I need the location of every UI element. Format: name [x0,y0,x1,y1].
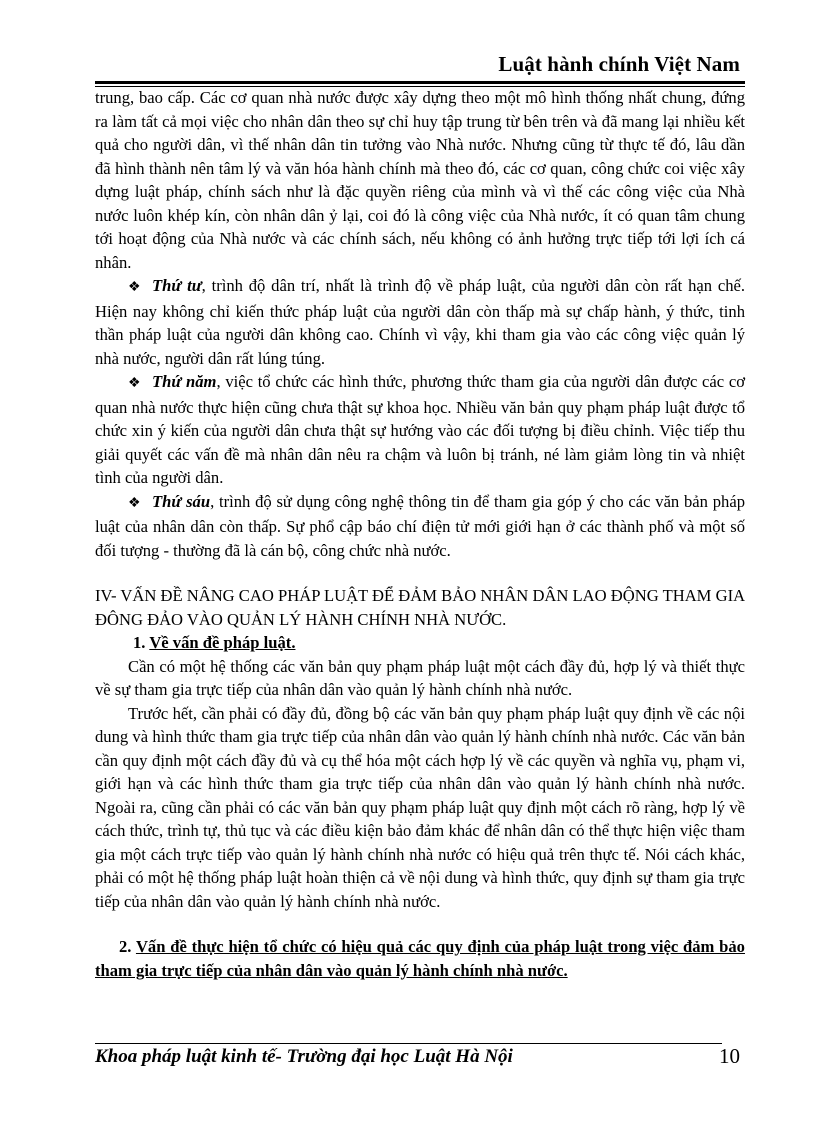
diamond-bullet-icon: ❖ [128,280,141,295]
spacer [95,913,745,935]
diamond-bullet-icon: ❖ [128,495,141,511]
bullet-paragraph-4 [95,274,745,370]
paragraph: Cần có một hệ thống các văn bản quy phạm pháp luật một cách đầy đủ, hợp lý và thiết thực về sự tham gia trực tiếp của nhân dân vào quản lý hành chính nhà nước. [95,656,745,699]
bullet-label: Thứ năm [152,372,217,391]
paragraph: trung, bao cấp. Các cơ quan nhà nước được xây dựng theo một mô hình thống nhất chung, đứng ra làm tất cả mọi việc cho nhân dân theo sự chỉ huy tập trung từ bên trên và đã mang lại nhiều kết quả cho người dân, vì thế nhân dân tin tưởng vào Nhà nước. Nhưng cũng từ thực tế đó, lâu dần đã hình thành nên tâm lý và văn hóa hành chính mà theo đó, các cơ quan, công chức coi việc xây dựng luật pháp, chính sách như là đặc quyền riêng của mình và vì thế các công việc của Nhà nước luôn khép kín, còn nhân dân ỷ lại, coi đó là công việc của Nhà nước, ít có quan tâm chung tới hoạt động của Nhà nước và các chính sách, nếu không có ảnh hưởng trực tiếp tới lợi ích cá nhân. [95,88,745,272]
diamond-bullet-icon: ❖ [128,376,141,391]
bullet-text: , việc tổ chức các hình thức, phương thức tham gia của người dân được các cơ quan nhà nước thực hiện cũng chưa thật sự khoa học. Nhiều văn bản quy phạm pháp luật được tổ chức xin ý kiến của người dân chưa thật sự hướng vào các đối tượng bị điều chỉnh. Việc tiếp thu giải quyết các vấn đề mà nhân dân nêu ra chậm và luôn bị tránh, né làm giảm lòng tin và nhiệt tình của người dân. [95,372,745,487]
subsection-title: Vấn đề thực hiện tổ chức có hiệu quả các quy định của pháp luật trong việc đảm bảo tham gia trực tiếp của nhân dân vào quản lý hành chính nhà nước. [95,937,745,980]
paragraph: Trước hết, cần phải có đầy đủ, đồng bộ các văn bản quy phạm pháp luật quy định về các nội dung và hình thức tham gia trực tiếp của nhân dân vào quản lý hành chính nhà nước. Các văn bản cần quy định một cách đầy đủ và cụ thể hóa một cách hợp lý về các quyền và nghĩa vụ, phạm vi, giới hạn và các hình thức tham gia trực tiếp của nhân dân vào quản lý hành chính nhà nước. Ngoài ra, cũng cần phải có các văn bản quy phạm pháp luật quy định một cách rõ ràng, hợp lý về cách thức, trình tự, thủ tục và các điều kiện bảo đảm khác để nhân dân có thể thực hiện việc tham gia một cách trực tiếp vào quản lý hành chính nhà nước có hiệu quả trên thực tế. Nói cách khác, phải có một hệ thống pháp luật hoàn thiện cả về nội dung và hình thức, quy định sự tham gia trực tiếp của nhân dân vào quản lý hành chính nhà nước. [95,703,745,911]
spacer [95,562,745,584]
bullet-paragraph-6 [95,490,745,563]
header-title: Luật hành chính Việt Nam [498,52,740,76]
bullet-paragraph-5 [95,370,745,490]
subsection-number: 1. [133,633,146,652]
bullet-text: , trình độ dân trí, nhất là trình độ về pháp luật, của người dân còn rất hạn chế. Hiện nay không chỉ kiến thức pháp luật của người dân còn thấp mà sự chấp hành, ý thức, tinh thần pháp luật của người dân không cao. Chính vì vậy, khi tham gia vào các công việc quản lý nhà nước, người dân rất lúng túng. [95,276,745,368]
bullet-text: , trình độ sử dụng công nghệ thông tin để tham gia góp ý cho các văn bản pháp luật của nhân dân còn thấp. Sự phổ cập báo chí điện tử mới giới hạn ở các thành phố và một số đối tượng - thường đã là cán bộ, công chức nhà nước. [95,491,745,560]
bullet-label: Thứ tư [152,276,202,295]
page-number: 10 [719,1044,740,1068]
subsection-title: Về vấn đề pháp luật. [149,633,296,652]
subsection-number: 2. [119,937,132,956]
document-body [95,86,745,982]
header-rule [95,81,745,84]
section-heading: IV- VẤN ĐỀ NÂNG CAO PHÁP LUẬT ĐỂ ĐẢM BẢO NHÂN DÂN LAO ĐỘNG THAM GIA ĐÔNG ĐẢO VÀO QUẢN LÝ HÀNH CHÍNH NHÀ NƯỚC. [95,586,745,629]
footer-rule [95,1043,722,1044]
subsection-heading-1 [133,631,745,655]
footer-text: Khoa pháp luật kinh tế- Trường đại học Luật Hà Nội [95,1046,513,1067]
subsection-heading-2 [95,935,745,982]
bullet-label: Thứ sáu [152,491,211,511]
